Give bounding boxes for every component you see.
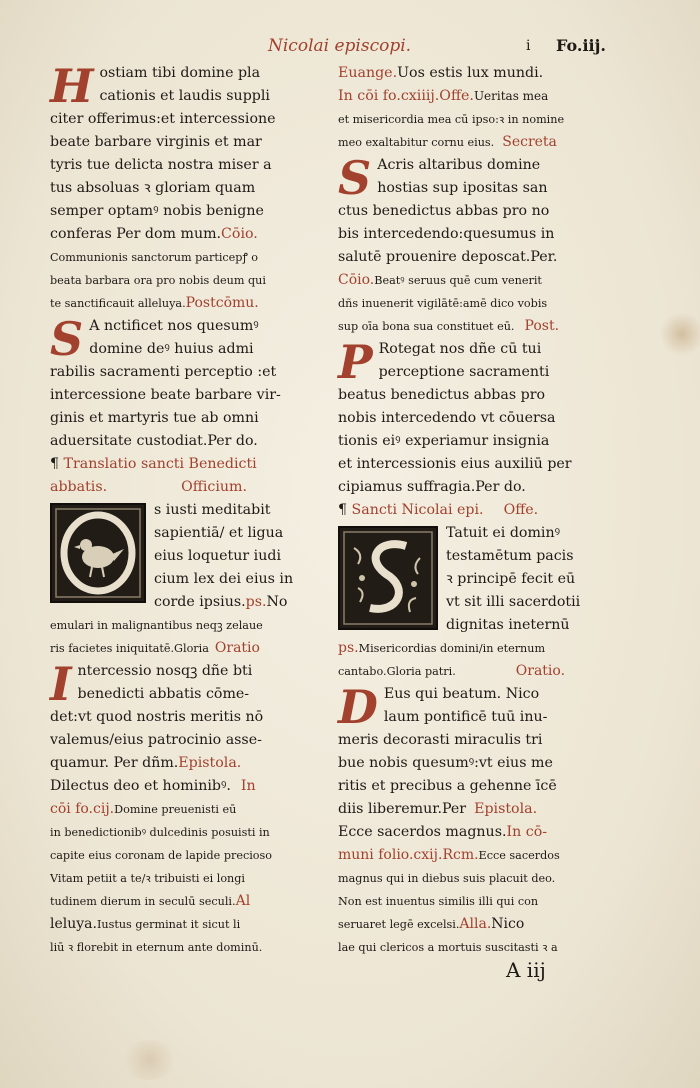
- text-span: diis liberemur.Per: [338, 801, 467, 817]
- text-line: [338, 821, 608, 844]
- rubricated-initial: S: [338, 151, 372, 205]
- text-line: ctus benedictus abbas pro no: [338, 203, 550, 219]
- rubric: Offe.: [503, 502, 539, 518]
- text-line: ginis et martyris tue ab omni: [50, 410, 259, 426]
- text-line: ritis et precibus a gehenne īcē: [338, 778, 557, 794]
- rubric: Cōio.: [221, 226, 258, 242]
- page-mark: i: [526, 38, 531, 54]
- text-line: [338, 315, 608, 338]
- text-line: Non est inuentus similis illi qui con: [338, 895, 539, 908]
- text-line: ꝛ principē fecit eū: [446, 571, 576, 587]
- text-line: Vitam petiit a te/ꝛ tribuisti ei longi: [50, 872, 245, 885]
- text-line: [50, 890, 318, 913]
- text-span: leluya.: [50, 916, 97, 932]
- text-line: A nctificet nos quesumꝰ: [89, 318, 259, 334]
- text-line: [338, 913, 608, 936]
- text-line: salutē prouenire deposcat.Per.: [338, 249, 558, 265]
- rubric: abbatis.: [50, 479, 108, 495]
- text-line: beatus benedictus abbas pro: [338, 387, 546, 403]
- rubric: In cōi fo.cxiiij.Offe.: [338, 88, 474, 104]
- rubric: muni folio.cxij.Rcm.: [338, 847, 479, 863]
- right-column: [338, 62, 608, 982]
- text-line: domine deꝰ huius admi: [89, 341, 254, 357]
- text-line: Rotegat nos dñe cū tui: [378, 341, 542, 357]
- text-line: ntercessio nosqꝫ dñe bti: [77, 663, 253, 679]
- rubric: Euange.: [338, 65, 398, 81]
- paragraph-mark: ¶: [50, 456, 64, 472]
- text-span: Nico: [491, 916, 525, 932]
- text-line: bis intercedendo:quesumus in: [338, 226, 555, 242]
- text-line: magnus qui in diebus suis placuit deo.: [338, 872, 556, 885]
- text-line: aduersitate custodiat.Per do.: [50, 433, 258, 449]
- text-line: tyris tue delicta nostra miser a: [50, 157, 272, 173]
- text-line: et intercessionis eius auxiliū per: [338, 456, 572, 472]
- text-line: [50, 775, 318, 798]
- text-line: [50, 913, 318, 936]
- rubric: Epistola.: [178, 755, 242, 771]
- text-line: s iusti meditabit: [154, 502, 271, 518]
- text-span: te sanctificauit alleluya.: [50, 297, 186, 310]
- text-span: Ecce sacerdos: [478, 849, 560, 862]
- text-span: Ueritas mea: [473, 89, 549, 103]
- text-line: semper optamꝰ nobis benigne: [50, 203, 264, 219]
- text-line: cationis et laudis suppli: [99, 88, 270, 104]
- text-line: [338, 844, 608, 867]
- rubric: ps.: [245, 594, 267, 610]
- rubric: In: [240, 778, 256, 794]
- text-line: [50, 292, 318, 315]
- text-span: ris facietes iniquitatē.Gloria: [50, 642, 209, 655]
- text-line: et misericordia mea cū ipso:ꝛ in nomine: [338, 113, 565, 126]
- text-line: Acris altaribus domine: [377, 157, 541, 173]
- text-line: [338, 269, 608, 292]
- paragraph: [338, 335, 608, 499]
- text-line: [50, 476, 318, 499]
- rubric: Secreta: [502, 134, 557, 150]
- text-line: dñs inuenerit vigilātē:amē dico vobis: [338, 297, 548, 310]
- text-line: [50, 798, 318, 821]
- left-column: [50, 59, 318, 959]
- text-line: [50, 223, 318, 246]
- rubric: Alla.: [459, 916, 492, 932]
- text-span: Dilectus deo et hominibꝰ.: [50, 778, 231, 794]
- text-line: cipiamus suffragia.Per do.: [338, 479, 526, 495]
- text-line: [338, 131, 608, 154]
- text-span: Ecce sacerdos magnus.: [338, 824, 507, 840]
- text-line: emulari in malignantibus neqꝫ zelaue: [50, 619, 263, 632]
- paragraph: [50, 312, 318, 453]
- text-span: Misericordias domini/in eternum: [358, 642, 546, 655]
- rubric: cōi fo.cij.: [50, 801, 115, 817]
- text-line: capite eius coronam de lapide precioso: [50, 849, 273, 862]
- text-line: sapientiā/ et ligua: [154, 525, 284, 541]
- foliage-woodcut-icon: [340, 528, 436, 628]
- text-line: [50, 752, 318, 775]
- rubric: Translatio sancti Benedicti: [63, 456, 257, 472]
- text-line: Tatuit ei dominꝰ: [446, 525, 561, 541]
- paragraph: [50, 657, 318, 775]
- text-line: beata barbara ora pro nobis deum qui: [50, 274, 266, 287]
- paragraph: [50, 499, 318, 614]
- text-span: Uos estis lux mundi.: [397, 65, 544, 81]
- text-line: perceptione sacramenti: [378, 364, 550, 380]
- text-span: No: [266, 594, 288, 610]
- text-line: [338, 499, 608, 522]
- text-span: tudinem dierum in seculū seculi.: [50, 895, 236, 908]
- text-line: [338, 62, 608, 85]
- text-line: tus absoluas ꝛ gloriam quam: [50, 180, 256, 196]
- text-line: [154, 591, 318, 614]
- text-line: bue nobis quesumꝰ:vt eius me: [338, 755, 553, 771]
- text-span: conferas Per dom mum.: [50, 226, 222, 242]
- rubricated-initial: I: [50, 657, 72, 711]
- text-line: rabilis sacramenti perceptio :et: [50, 364, 277, 380]
- text-line: benedicti abbatis cōme-: [77, 686, 250, 702]
- text-line: [50, 637, 318, 660]
- rubricated-initial: P: [338, 335, 373, 389]
- rubric: Oratio.: [515, 663, 566, 679]
- text-line: eius loquetur iudi: [154, 548, 281, 564]
- text-line: [338, 85, 608, 108]
- text-span: cantabo.Gloria patri.: [338, 665, 456, 678]
- text-line: laum pontificē tuū inu-: [383, 709, 548, 725]
- text-line: [50, 453, 318, 476]
- rubricated-initial: D: [338, 680, 378, 734]
- text-span: sup oīa bona sua constituet eū.: [338, 320, 515, 333]
- text-line: [338, 637, 608, 660]
- text-line: liū ꝛ florebit in eternum ante dominū.: [50, 941, 263, 954]
- text-span: Iustus germinat it sicut li: [96, 918, 241, 931]
- paragraph: [338, 151, 608, 269]
- text-line: nobis intercedendo vt cōuersa: [338, 410, 556, 426]
- paragraph-mark: ¶: [338, 502, 352, 518]
- text-span: Beatꝰ seruus quē cum venerit: [374, 274, 542, 287]
- text-line: testamētum pacis: [446, 548, 574, 564]
- text-line: dignitas ineternū: [446, 617, 570, 633]
- text-line: citer offerimus:et intercessione: [50, 111, 276, 127]
- text-line: vt sit illi sacerdotii: [446, 594, 581, 610]
- text-line: Eus qui beatum. Nico: [383, 686, 540, 702]
- rubric: Postcōmu.: [185, 295, 259, 311]
- rubric: Epistola.: [474, 801, 538, 817]
- text-line: intercessione beate barbare vir-: [50, 387, 281, 403]
- text-line: valemus/eius patrocinio asse-: [50, 732, 262, 748]
- rubric: Sancti Nicolai epi.: [351, 502, 484, 518]
- woodcut-initial-S: [338, 526, 438, 630]
- rubricated-initial: S: [50, 312, 84, 366]
- rubric: Cōio.: [338, 272, 375, 288]
- text-line: hostias sup ipositas san: [377, 180, 548, 196]
- text-span: corde ipsius.: [154, 594, 246, 610]
- running-title: Nicolai episcopi.: [268, 36, 412, 56]
- text-line: ostiam tibi domine pla: [99, 65, 261, 81]
- rubric: Al: [235, 893, 251, 909]
- rubric: Oratio: [214, 640, 260, 656]
- text-line: [338, 798, 608, 821]
- rubric: Officium.: [181, 479, 247, 495]
- text-line: [338, 660, 608, 683]
- rubric: In cō-: [506, 824, 548, 840]
- text-line: cium lex dei eius in: [154, 571, 294, 587]
- text-line: Communionis sanctorum particepꝭ o: [50, 251, 259, 264]
- woodcut-initial-O: [50, 503, 146, 603]
- bird-woodcut-icon: [52, 505, 144, 601]
- text-span: Domine preuenisti eū: [114, 803, 237, 816]
- signature-mark: A iij: [506, 959, 546, 982]
- paragraph: [50, 59, 318, 246]
- text-line: lae qui clericos a mortuis suscitasti ꝛ a: [338, 941, 558, 954]
- rubricated-initial: H: [50, 59, 94, 113]
- paper-stain: [660, 312, 700, 356]
- text-line: tionis eiꝰ experiamur insignia: [338, 433, 550, 449]
- text-span: seruaret legē excelsi.: [338, 918, 460, 931]
- text-span: meo exaltabitur cornu eius.: [338, 136, 495, 149]
- text-line: beate barbare virginis et mar: [50, 134, 262, 150]
- rubric: ps.: [338, 640, 359, 656]
- text-line: meris decorasti miraculis tri: [338, 732, 543, 748]
- text-line: in benedictionibꝰ dulcedinis posuisti in: [50, 826, 270, 839]
- text-span: quamur. Per dñm.: [50, 755, 179, 771]
- rubric: Post.: [524, 318, 560, 334]
- paragraph: [338, 522, 608, 637]
- paragraph: [338, 680, 608, 821]
- text-line: det:vt quod nostris meritis nō: [50, 709, 264, 725]
- folio-number: Fo.iij.: [556, 36, 606, 55]
- paper-stain: [120, 1040, 180, 1080]
